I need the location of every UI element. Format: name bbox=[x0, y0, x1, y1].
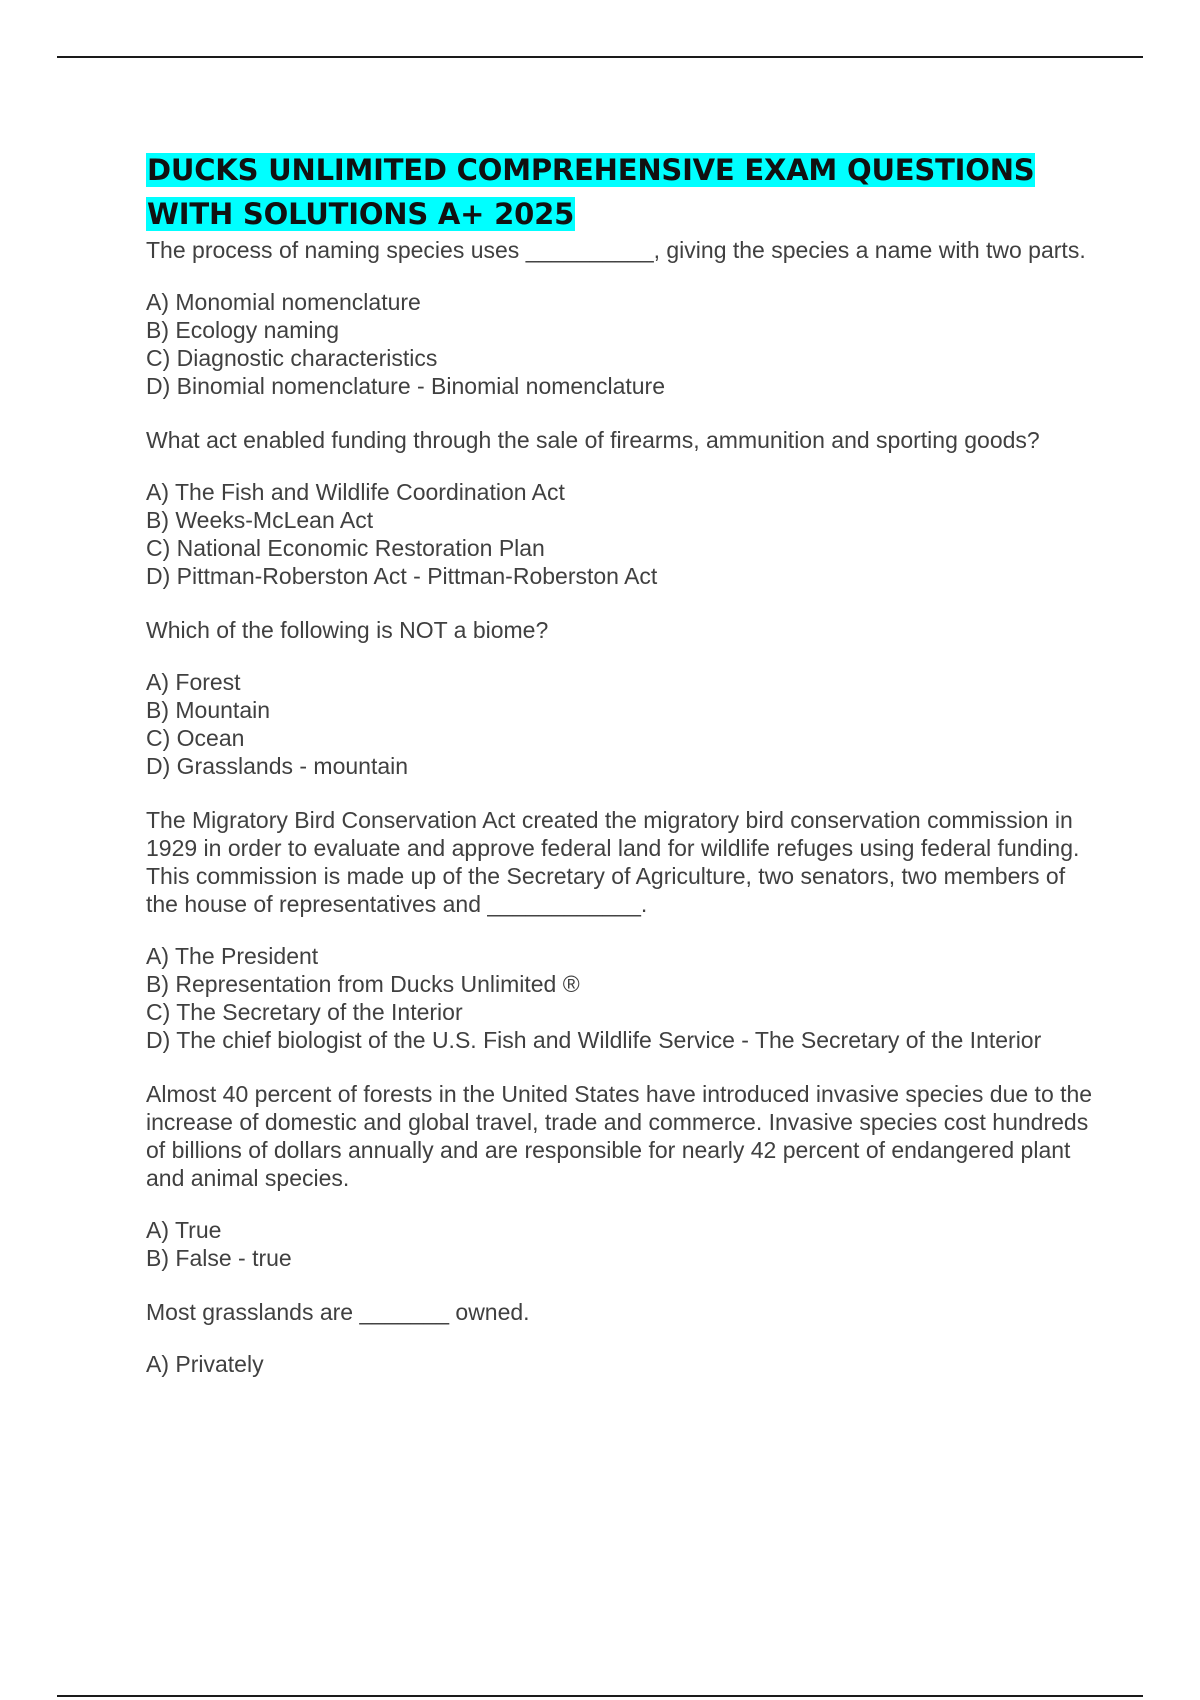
answer-option: A) True bbox=[146, 1217, 222, 1243]
question-text: What act enabled funding through the sale of firearms, ammunition and sporting goods? bbox=[146, 427, 1040, 453]
answer-option: C) Ocean bbox=[146, 725, 245, 751]
answer-option: C) The Secretary of the Interior bbox=[146, 999, 463, 1025]
bottom-rule bbox=[57, 1695, 1143, 1697]
question-block bbox=[146, 426, 1096, 590]
answer-option: A) Forest bbox=[146, 669, 241, 695]
answer-option: A) Monomial nomenclature bbox=[146, 289, 421, 315]
answer-option: B) Representation from Ducks Unlimited ® bbox=[146, 971, 580, 997]
answer-option: D) Pittman-Roberston Act - Pittman-Roberston Act bbox=[146, 563, 658, 589]
answer-options bbox=[146, 942, 1096, 1054]
question-block bbox=[146, 236, 1096, 400]
question-block bbox=[146, 1080, 1096, 1272]
answer-options bbox=[146, 478, 1096, 590]
question-text: Most grasslands are _______ owned. bbox=[146, 1299, 530, 1325]
title-line-1: DUCKS UNLIMITED COMPREHENSIVE EXAM QUESTIONS bbox=[147, 153, 1035, 187]
answer-option: A) Privately bbox=[146, 1351, 264, 1377]
answer-option: A) The Fish and Wildlife Coordination Act bbox=[146, 479, 565, 505]
document-body bbox=[146, 148, 1096, 1404]
answer-option: D) Binomial nomenclature - Binomial nomenclature bbox=[146, 373, 666, 399]
answer-option: B) False - true bbox=[146, 1245, 292, 1271]
question-text: The process of naming species uses __________, giving the species a name with two parts. bbox=[146, 237, 1086, 263]
answer-options bbox=[146, 288, 1096, 400]
answer-options bbox=[146, 1350, 1096, 1378]
document-title bbox=[146, 148, 1096, 236]
answer-option: C) National Economic Restoration Plan bbox=[146, 535, 545, 561]
question-block bbox=[146, 806, 1096, 1054]
answer-options bbox=[146, 668, 1096, 780]
top-rule bbox=[57, 56, 1143, 58]
title-line-2: WITH SOLUTIONS A+ 2025 bbox=[147, 197, 575, 231]
question-text: The Migratory Bird Conservation Act created the migratory bird conservation commission in 1929 in order to evaluate and approve federal land for wildlife refuges using federal funding. This commission is made up of the Secretary of Agriculture, two senators, two members of the house of representatives and ____________. bbox=[146, 807, 1080, 917]
question-block bbox=[146, 1298, 1096, 1378]
answer-option: D) The chief biologist of the U.S. Fish and Wildlife Service - The Secretary of the Interior bbox=[146, 1027, 1042, 1053]
question-block bbox=[146, 616, 1096, 780]
answer-option: C) Diagnostic characteristics bbox=[146, 345, 438, 371]
answer-options bbox=[146, 1216, 1096, 1272]
question-text: Almost 40 percent of forests in the United States have introduced invasive species due to the increase of domestic and global travel, trade and commerce. Invasive species cost hundreds of billions of dollars annually and are responsible for nearly 42 percent of endangered plant and animal species. bbox=[146, 1081, 1093, 1191]
answer-option: B) Ecology naming bbox=[146, 317, 340, 343]
answer-option: B) Weeks-McLean Act bbox=[146, 507, 374, 533]
answer-option: A) The President bbox=[146, 943, 319, 969]
answer-option: D) Grasslands - mountain bbox=[146, 753, 409, 779]
answer-option: B) Mountain bbox=[146, 697, 271, 723]
question-text: Which of the following is NOT a biome? bbox=[146, 617, 549, 643]
